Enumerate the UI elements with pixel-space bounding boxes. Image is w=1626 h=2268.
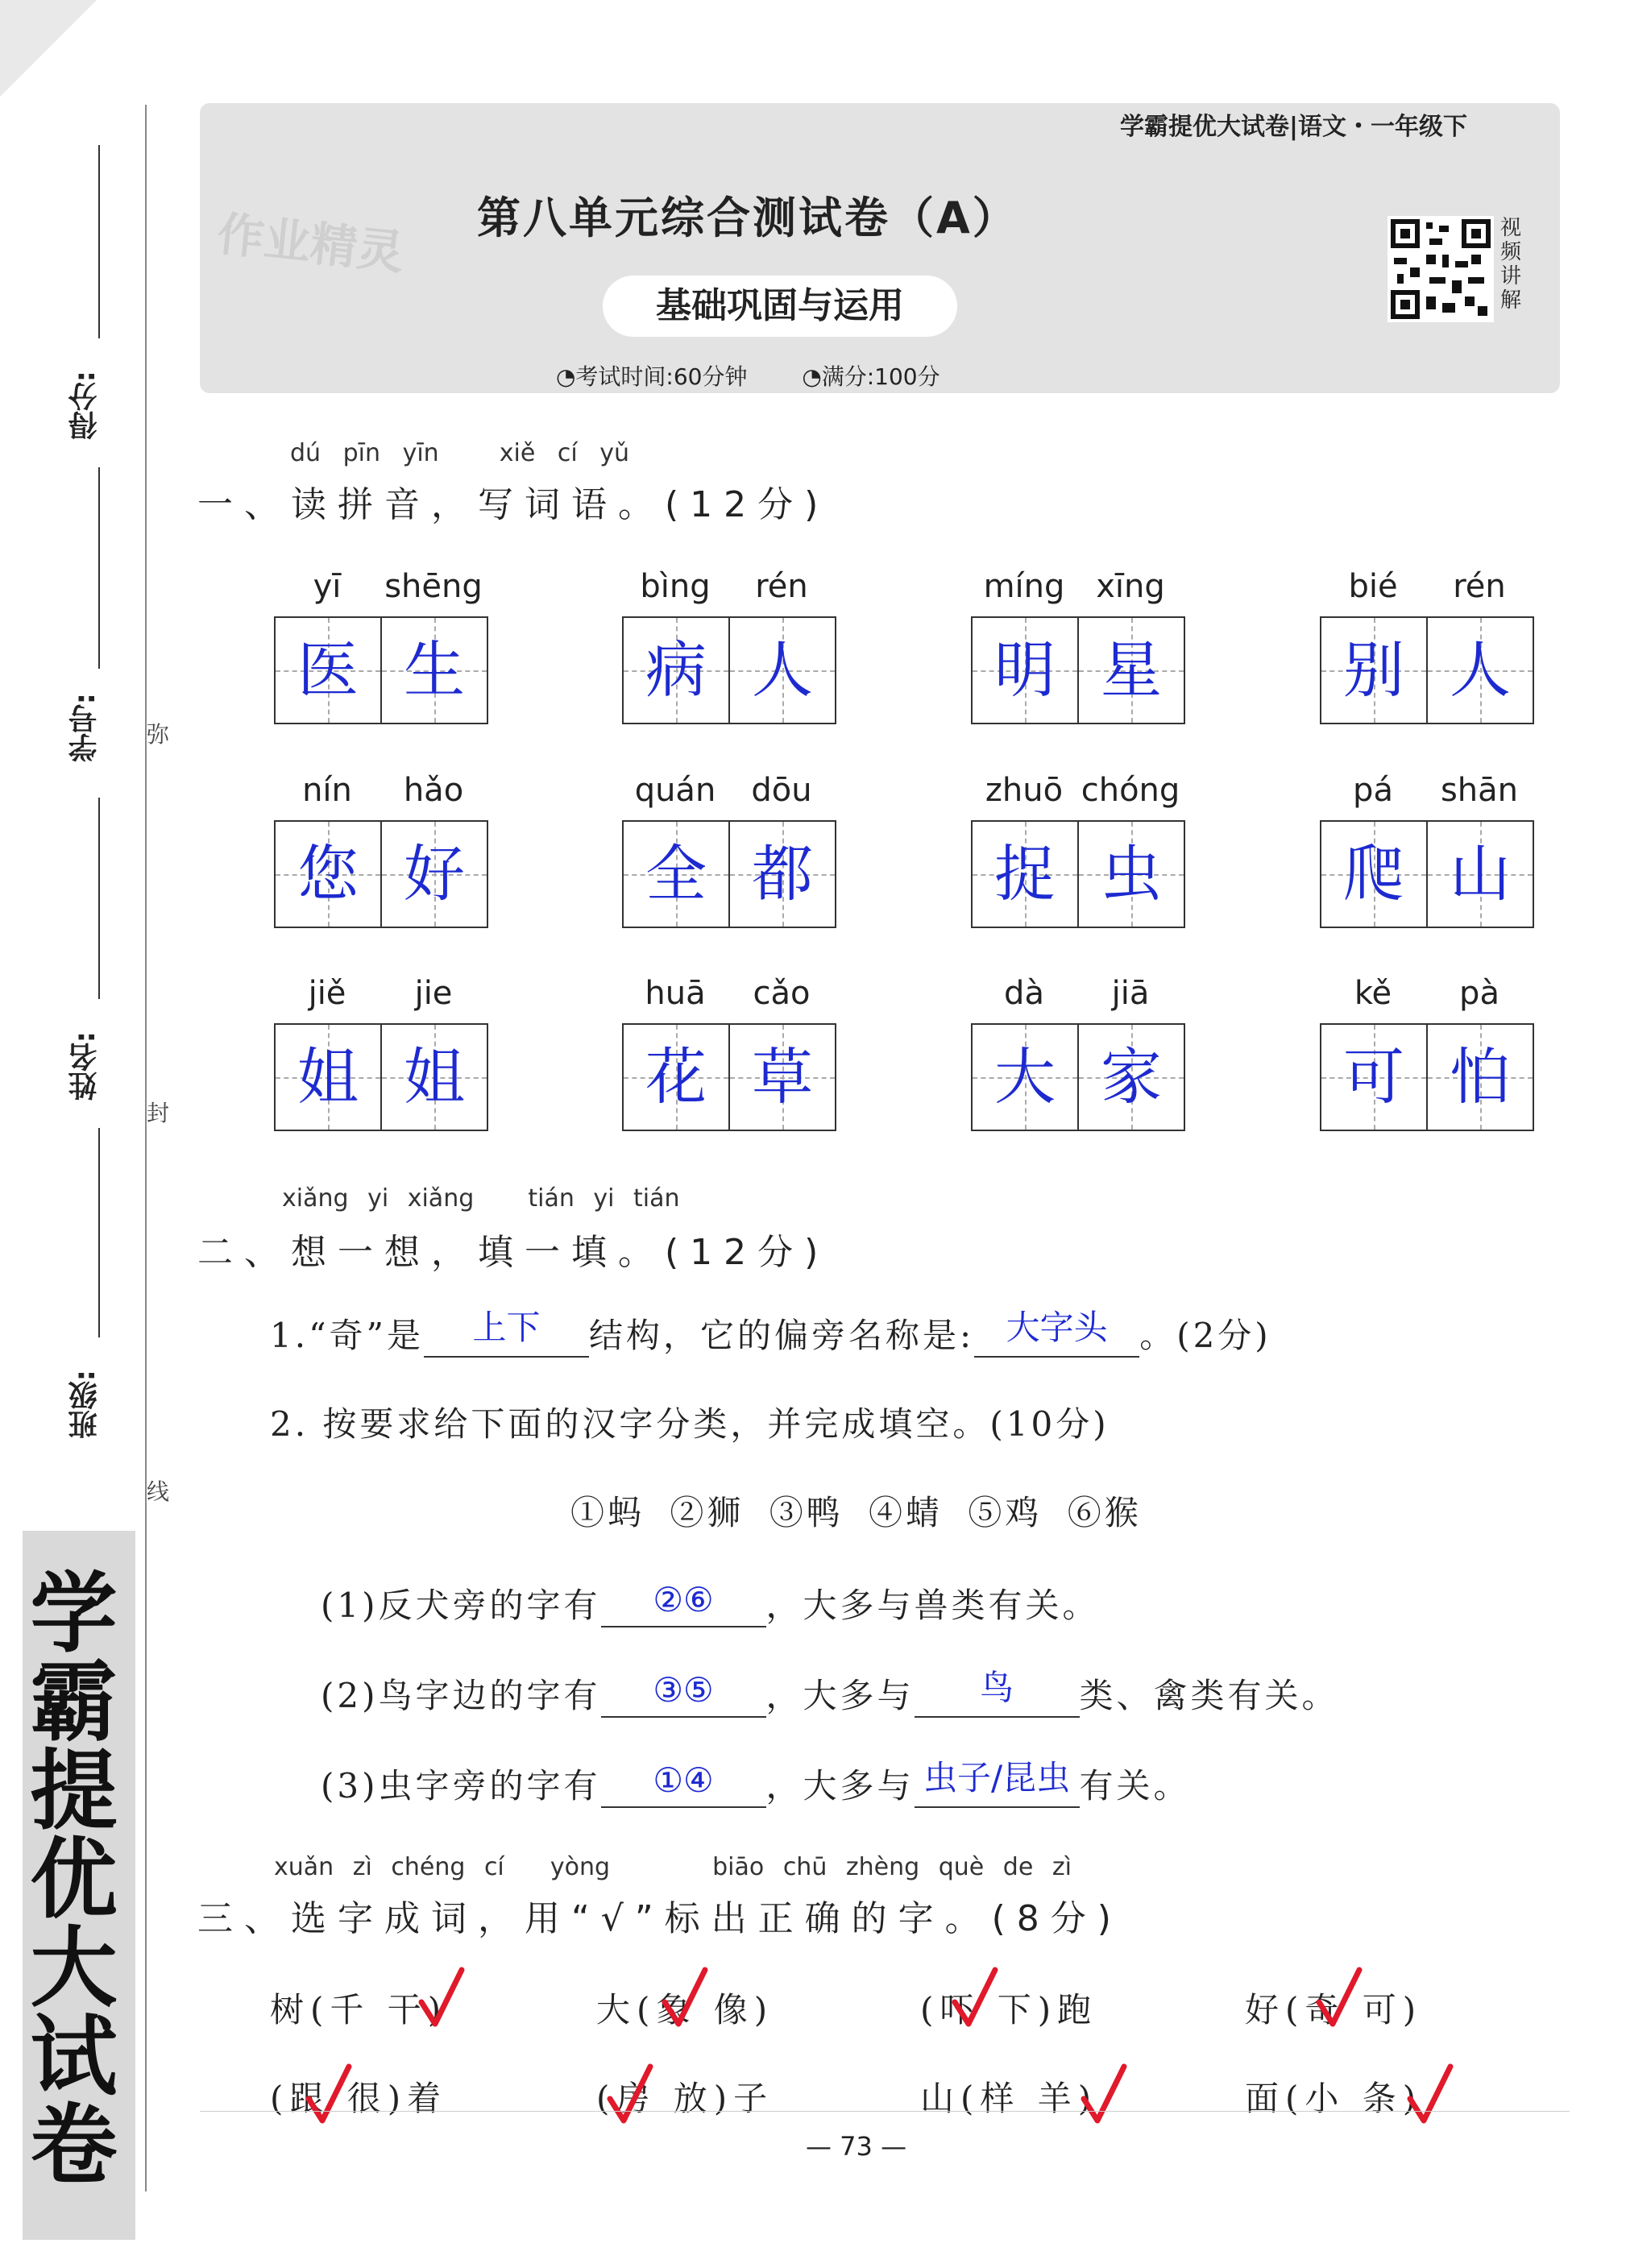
cut-word-1: 弥	[147, 721, 170, 748]
pinyin-label: kě	[1354, 975, 1392, 1012]
written-character: 爬	[1343, 838, 1404, 910]
qr-code-icon[interactable]	[1387, 216, 1494, 322]
written-character: 明	[994, 634, 1056, 706]
written-character: 好	[404, 838, 465, 910]
choice-item[interactable]: (房 放)子	[596, 2079, 774, 2118]
question-2-2: 2. 按要求给下面的汉字分类，并完成填空。(10分)	[270, 1404, 1110, 1444]
pinyin-label: rén	[755, 568, 808, 605]
choice-item[interactable]: 好(奇 可)	[1245, 1990, 1423, 2030]
written-character: 星	[1101, 634, 1162, 706]
writing-box[interactable]	[1426, 1023, 1534, 1131]
written-character: 您	[297, 838, 359, 910]
pinyin-label: jie	[414, 975, 453, 1012]
subtitle: 基础巩固与运用	[603, 276, 957, 337]
word-group	[1320, 772, 1533, 933]
pinyin-label: dōu	[751, 772, 812, 809]
writing-box[interactable]	[728, 1023, 836, 1131]
writing-box[interactable]	[1426, 820, 1534, 928]
footer-rule	[200, 2111, 1570, 2112]
check-mark-icon	[606, 2063, 654, 2127]
pinyin-label: pá	[1353, 772, 1393, 809]
check-mark-icon	[1406, 2063, 1454, 2127]
choice-item[interactable]: 面(小 条)	[1245, 2079, 1423, 2118]
writing-box[interactable]	[971, 1023, 1079, 1131]
writing-box[interactable]	[274, 1023, 382, 1131]
word-group	[971, 975, 1184, 1136]
written-character: 生	[404, 634, 465, 706]
written-character: 家	[1101, 1041, 1162, 1113]
written-character: 捉	[994, 838, 1056, 910]
name-label: 姓名:	[68, 1031, 102, 1101]
pinyin-label: hǎo	[403, 772, 464, 809]
pinyin-label: bié	[1348, 568, 1398, 605]
writing-box[interactable]	[380, 1023, 488, 1131]
written-character: 人	[752, 634, 813, 706]
word-group	[622, 772, 835, 933]
choice-item[interactable]: (吓 下)跑	[920, 1990, 1098, 2030]
pinyin-label: huā	[645, 975, 706, 1012]
question-2-2-1: (1)反犬旁的字有 ②⑥ ，大多与兽类有关。	[321, 1579, 1100, 1627]
check-mark-icon	[661, 1966, 709, 2030]
check-mark-icon	[1080, 2063, 1128, 2127]
writing-box[interactable]	[1077, 1023, 1185, 1131]
writing-box[interactable]	[1320, 616, 1428, 724]
pinyin-label: shēng	[384, 568, 483, 605]
score-line	[98, 145, 100, 338]
writing-box[interactable]	[380, 616, 488, 724]
section1-pinyin: dú pīn yīn xiě cí yǔ	[290, 439, 630, 467]
pinyin-label: yī	[313, 568, 342, 605]
choice-item[interactable]: 大(象 像)	[596, 1990, 774, 2030]
word-group	[971, 772, 1184, 933]
question-2-2-2: (2)鸟字边的字有 ③⑤ ，大多与 鸟 类、禽类有关。	[321, 1669, 1339, 1718]
question-2-2-3: (3)虫字旁的字有 ①④ ，大多与 虫子/昆虫 有关。	[321, 1760, 1191, 1808]
pinyin-label: bìng	[640, 568, 711, 605]
choice-item[interactable]: 树(千 干)	[270, 1990, 448, 2030]
answer-blank: 上下	[424, 1311, 589, 1358]
check-mark-icon	[417, 1966, 466, 2030]
written-character: 病	[645, 634, 707, 706]
section3-pinyin: xuǎn zì chéng cí yòng biāo chū zhèng què de zì	[274, 1853, 1072, 1881]
check-mark-icon	[305, 2063, 353, 2127]
written-character: 花	[645, 1041, 707, 1113]
written-character: 别	[1343, 634, 1404, 706]
written-character: 都	[752, 838, 813, 910]
pinyin-label: pà	[1459, 975, 1499, 1012]
pinyin-label: jiā	[1111, 975, 1150, 1012]
pinyin-label: nín	[302, 772, 352, 809]
writing-box[interactable]	[1320, 1023, 1428, 1131]
section1-title: 一、读拼音，写词语。(12分)	[197, 484, 830, 525]
word-group	[274, 975, 487, 1136]
series-label: 学霸提优大试卷|语文・一年级下	[1120, 113, 1467, 141]
writing-box[interactable]	[1077, 616, 1185, 724]
writing-box[interactable]	[380, 820, 488, 928]
pinyin-label: shān	[1440, 772, 1519, 809]
written-character: 人	[1450, 634, 1511, 706]
writing-box[interactable]	[274, 616, 382, 724]
pinyin-label: míng	[983, 568, 1065, 605]
check-mark-icon	[951, 1966, 999, 2030]
written-character: 姐	[297, 1041, 359, 1113]
pinyin-label: chóng	[1081, 772, 1180, 809]
pinyin-label: rén	[1453, 568, 1506, 605]
answer-blank: 大字头	[974, 1311, 1139, 1358]
writing-box[interactable]	[1077, 820, 1185, 928]
watermark: 作业精灵	[214, 206, 407, 280]
written-character: 姐	[404, 1041, 465, 1113]
class-label: 班级:	[68, 1370, 102, 1440]
written-character: 草	[752, 1041, 813, 1113]
pinyin-label: quán	[634, 772, 716, 809]
page-number: — 73 —	[806, 2131, 907, 2162]
answer-blank: ③⑤	[601, 1671, 766, 1718]
writing-box[interactable]	[728, 820, 836, 928]
fold-line	[145, 105, 147, 2191]
exam-info	[556, 359, 940, 392]
brand-logo-text: 学霸提优大试卷	[15, 1567, 117, 2187]
cut-word-3: 线	[147, 1478, 170, 1505]
character-list: ①蚂 ②狮 ③鸭 ④蜻 ⑤鸡 ⑥猴	[570, 1493, 1142, 1532]
qr-caption: 视频讲解	[1500, 216, 1522, 313]
pinyin-label: dà	[1004, 975, 1044, 1012]
writing-box[interactable]	[971, 820, 1079, 928]
choice-item[interactable]: 山(样 羊)	[920, 2079, 1098, 2118]
written-character: 虫	[1101, 838, 1162, 910]
corner-decoration	[0, 0, 97, 97]
answer-blank: ①④	[601, 1761, 766, 1808]
written-character: 全	[645, 838, 707, 910]
written-character: 怕	[1450, 1041, 1511, 1113]
score-label: 得分:	[68, 371, 102, 441]
student-id-line	[98, 467, 100, 669]
answer-blank: ②⑥	[601, 1581, 766, 1627]
exam-time: ◔考试时间:60分钟	[556, 363, 748, 390]
writing-box[interactable]	[1426, 616, 1534, 724]
word-group	[1320, 975, 1533, 1136]
written-character: 山	[1450, 838, 1511, 910]
word-group	[622, 568, 835, 729]
choice-item[interactable]: (跟 很)着	[270, 2079, 448, 2118]
writing-box[interactable]	[622, 1023, 730, 1131]
writing-box[interactable]	[728, 616, 836, 724]
answer-blank: 虫子/昆虫	[915, 1761, 1080, 1808]
writing-box[interactable]	[622, 616, 730, 724]
writing-box[interactable]	[1320, 820, 1428, 928]
student-id-label: 学号:	[68, 693, 102, 763]
written-character: 大	[994, 1041, 1056, 1113]
word-group	[622, 975, 835, 1136]
word-group	[1320, 568, 1533, 729]
question-2-1: 1.“奇”是 上下 结构，它的偏旁名称是: 大字头 。(2分)	[270, 1309, 1271, 1358]
pinyin-label: zhuō	[985, 772, 1064, 809]
class-line	[98, 1128, 100, 1337]
answer-blank: 鸟	[915, 1671, 1080, 1718]
word-group	[274, 772, 487, 933]
check-mark-icon	[1315, 1966, 1363, 2030]
writing-box[interactable]	[274, 820, 382, 928]
writing-box[interactable]	[971, 616, 1079, 724]
page-title: 第八单元综合测试卷（A）	[477, 193, 1018, 243]
pinyin-label: xīng	[1096, 568, 1165, 605]
section2-pinyin: xiǎng yi xiǎng tián yi tián	[282, 1184, 680, 1213]
written-character: 可	[1343, 1041, 1404, 1113]
written-character: 医	[297, 634, 359, 706]
full-score: ◔满分:100分	[802, 363, 940, 390]
section2-title: 二、想一想，填一填。(12分)	[197, 1232, 830, 1273]
cut-word-2: 封	[147, 1100, 170, 1126]
word-group	[971, 568, 1184, 729]
name-line	[98, 798, 100, 999]
writing-box[interactable]	[622, 820, 730, 928]
pinyin-label: cǎo	[753, 975, 811, 1012]
section3-title: 三、选字成词，用“√”标出正确的字。(8分)	[197, 1898, 1122, 1939]
word-group	[274, 568, 487, 729]
pinyin-label: jiě	[308, 975, 346, 1012]
